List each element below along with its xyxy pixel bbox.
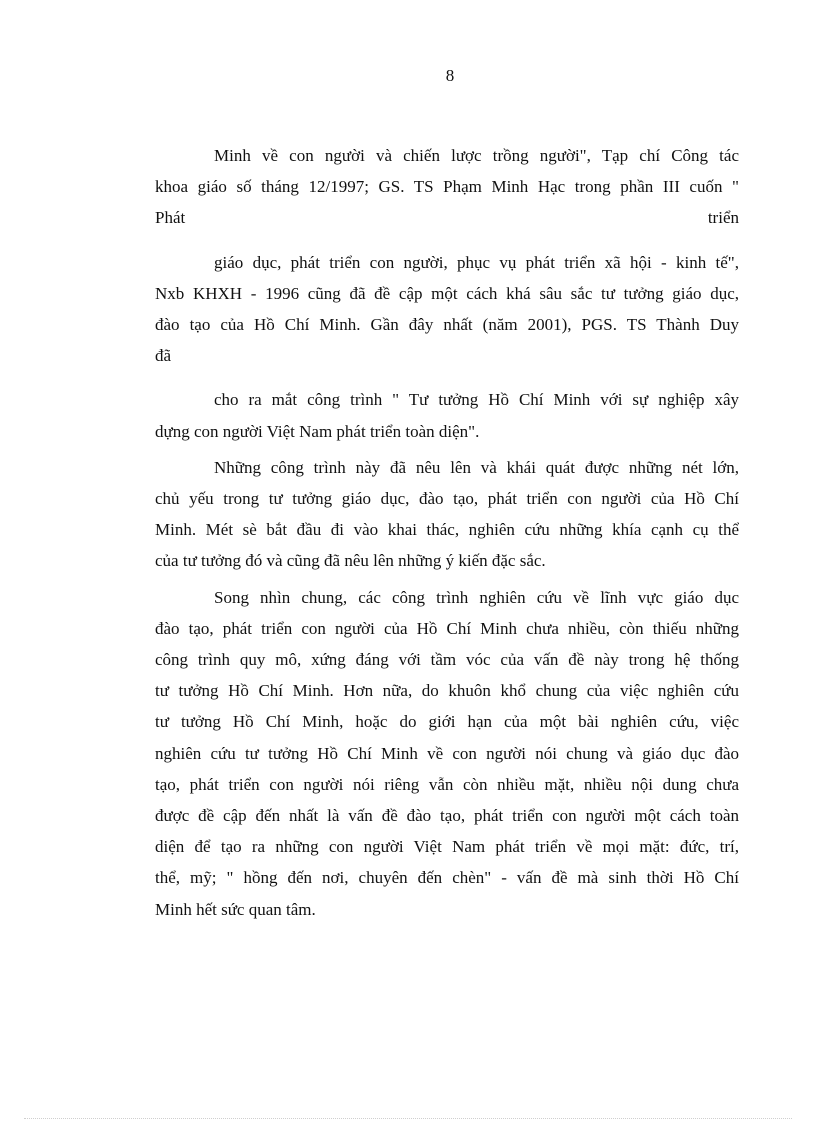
text-line: khoa giáo số tháng 12/1997; GS. TS Phạm Minh Hạc trong phần III cuốn "	[155, 177, 739, 197]
paragraph	[155, 247, 739, 372]
text-line: đã	[155, 346, 172, 366]
text-line: tạo, phát triển con người nói riêng vẫn còn nhiều mặt, nhiều nội dung chưa	[155, 774, 739, 794]
text-line: Những công trình này đã nêu lên và khái quát được những nét lớn,	[214, 457, 739, 477]
paragraph	[155, 582, 739, 925]
text-line: cho ra mắt công trình " Tư tưởng Hồ Chí Minh với sự nghiệp xây	[214, 390, 739, 410]
text-line: đào tạo, phát triển con người của Hồ Chí Minh chưa nhiều, còn thiếu những	[155, 618, 739, 638]
text-line: nghiên cứu tư tưởng Hồ Chí Minh về con người nói chung và giáo dục đào	[155, 743, 739, 763]
text-line: giáo dục, phát triển con người, phục vụ phát triển xã hội - kinh tế",	[214, 252, 739, 272]
text-line: thể, mỹ; " hồng đến nơi, chuyên đến chèn" - vấn đề mà sinh thời Hồ Chí	[155, 868, 739, 888]
page-number: 8	[445, 66, 455, 85]
text-line: công trình quy mô, xứng đáng với tầm vóc của vấn đề này trong hệ thống	[155, 650, 739, 670]
text-line: Minh. Mét sè bắt đầu đi vào khai thác, nghiên cứu những khía cạnh cụ thể	[155, 520, 739, 540]
text-line: tư tưởng Hồ Chí Minh. Hơn nữa, do khuôn khổ chung của việc nghiên cứu	[155, 681, 739, 701]
text-line: của tư tưởng đó và cũng đã nêu lên những ý kiến đặc sắc.	[155, 551, 546, 571]
text-line: Song nhìn chung, các công trình nghiên cứu về lĩnh vực giáo dục	[214, 587, 739, 607]
text-line: Nxb KHXH - 1996 cũng đã đề cập một cách khá sâu sắc tư tưởng giáo dục,	[155, 283, 739, 303]
paragraph	[155, 384, 739, 446]
page-bottom-divider	[24, 1118, 792, 1119]
text-line: dựng con người Việt Nam phát triển toàn diện".	[155, 421, 480, 441]
text-line: Minh hết sức quan tâm.	[155, 899, 316, 919]
document-body	[155, 140, 739, 925]
text-line: chủ yếu trong tư tưởng giáo dục, đào tạo, phát triển con người của Hồ Chí	[155, 489, 739, 509]
paragraph	[155, 140, 739, 234]
text-line: Minh về con người và chiến lược trồng người", Tạp chí Công tác	[214, 146, 739, 165]
text-line: Phát triển	[155, 208, 739, 228]
text-line: diện để tạo ra những con người Việt Nam phát triển về mọi mặt: đức, trí,	[155, 837, 739, 857]
paragraph	[155, 452, 739, 577]
text-line: đào tạo của Hồ Chí Minh. Gần đây nhất (năm 2001), PGS. TS Thành Duy	[155, 315, 739, 335]
text-line: được đề cập đến nhất là vấn đề đào tạo, phát triển con người một cách toàn	[155, 806, 739, 826]
text-line: tư tưởng Hồ Chí Minh, hoặc do giới hạn của một bài nghiên cứu, việc	[155, 712, 739, 732]
